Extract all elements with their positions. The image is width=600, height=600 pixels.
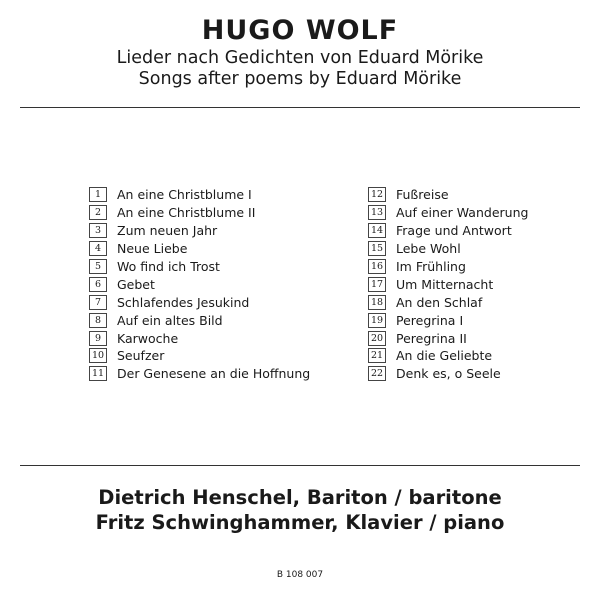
track-title: An eine Christblume II (117, 205, 256, 221)
subtitle-german: Lieder nach Gedichten von Eduard Mörike (116, 48, 484, 68)
track-item (368, 275, 528, 293)
track-title: Peregrina II (396, 330, 467, 346)
track-item (89, 258, 310, 276)
track-title: Karwoche (117, 330, 179, 346)
track-number: 9 (89, 331, 107, 346)
composer-title: HUGO WOLF (201, 15, 399, 46)
track-list-right (368, 186, 528, 383)
track-title: Lebe Wohl (396, 241, 461, 257)
track-title: Wo find ich Trost (117, 259, 220, 274)
track-number: 13 (368, 205, 386, 220)
track-title: Der Genesene an die Hoffnung (117, 366, 311, 382)
track-number: 21 (368, 348, 386, 363)
track-number: 22 (368, 366, 386, 381)
track-title: Um Mitternacht (396, 276, 494, 292)
top-divider (20, 107, 580, 108)
track-title: An eine Christblume I (117, 187, 252, 203)
track-title: Fußreise (396, 187, 449, 203)
track-item (89, 275, 310, 293)
track-number: 15 (368, 241, 386, 256)
track-number: 12 (368, 187, 386, 202)
track-item (89, 311, 310, 329)
track-title: Auf einer Wanderung (396, 205, 529, 221)
track-number: 2 (89, 205, 107, 220)
track-number: 1 (89, 187, 107, 202)
track-list-left (89, 186, 310, 383)
track-item (89, 293, 310, 311)
track-title: An die Geliebte (396, 348, 493, 364)
track-title: Auf ein altes Bild (117, 312, 223, 328)
track-item (368, 186, 528, 204)
bottom-divider (20, 465, 580, 466)
track-item (368, 293, 528, 311)
track-title: An den Schlaf (396, 294, 483, 310)
track-item (89, 347, 310, 365)
track-number: 17 (368, 277, 386, 292)
track-item (368, 329, 528, 347)
track-title: Neue Liebe (117, 241, 188, 257)
track-item (89, 204, 310, 222)
track-title: Frage und Antwort (396, 223, 512, 239)
track-item (368, 365, 528, 383)
track-title: Peregrina I (396, 312, 464, 328)
track-number: 3 (89, 223, 107, 238)
catalog-number: B 108 007 (276, 570, 324, 580)
track-number: 19 (368, 313, 386, 328)
track-number: 20 (368, 331, 386, 346)
track-item (368, 222, 528, 240)
track-title: Schlafendes Jesukind (117, 294, 250, 310)
track-item (368, 347, 528, 365)
track-number: 16 (368, 259, 386, 274)
track-number: 18 (368, 295, 386, 310)
track-number: 10 (89, 348, 107, 363)
header (0, 10, 600, 90)
track-number: 4 (89, 241, 107, 256)
track-item (368, 311, 528, 329)
track-title: Gebet (117, 276, 155, 292)
track-item (368, 258, 528, 276)
track-title: Im Frühling (396, 259, 466, 274)
track-number: 11 (89, 366, 107, 381)
track-number: 7 (89, 295, 107, 310)
track-number: 14 (368, 223, 386, 238)
performer-singer: Dietrich Henschel, Bariton / baritone (98, 486, 502, 509)
track-item (368, 204, 528, 222)
subtitle-english: Songs after poems by Eduard Mörike (138, 69, 462, 89)
track-title: Denk es, o Seele (396, 366, 501, 382)
track-title: Zum neuen Jahr (117, 223, 218, 239)
performer-pianist: Fritz Schwinghammer, Klavier / piano (95, 511, 505, 534)
track-item (89, 222, 310, 240)
track-item (89, 186, 310, 204)
track-number: 5 (89, 259, 107, 274)
track-item (368, 240, 528, 258)
performers (0, 485, 600, 535)
track-number: 6 (89, 277, 107, 292)
track-item (89, 240, 310, 258)
track-title: Seufzer (117, 348, 165, 364)
track-item (89, 365, 310, 383)
track-item (89, 329, 310, 347)
track-number: 8 (89, 313, 107, 328)
